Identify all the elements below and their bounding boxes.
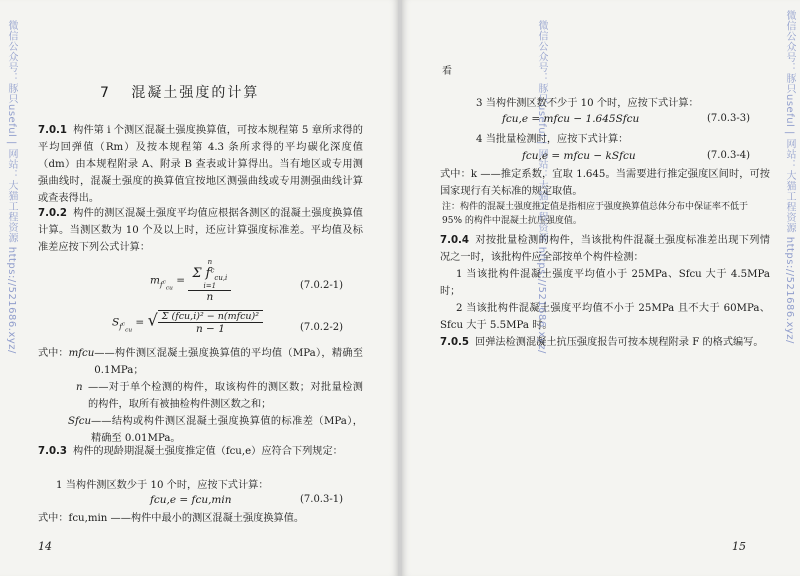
equation-number: (7.0.3-1) <box>300 494 343 505</box>
equation-number: (7.0.3-4) <box>707 150 750 161</box>
where-list: 式中： mfcu ——构件测区混凝土强度换算值的平均值（MPa），精确至 0.1MPa； n ——对于单个检测的构件，取该构件的测区数；对批量检测的构件，取所有被抽检构件测区数之和； Sfcu ——结构或构件测区混凝土强度换算值的标准差（MPa），精确至 0.01MPa。 <box>38 348 363 444</box>
page-number: 14 <box>38 540 52 553</box>
equation-7-0-3-4: fcu,e = mfcu − kSfcu <box>522 150 636 162</box>
condition-2: 2 当该批构件混凝土强度平均值不小于 25MPa 且不大于 60MPa、Sfcu 大于 5.5MPa 时。 <box>440 303 770 331</box>
equation-number: (7.0.3-3) <box>707 113 750 124</box>
corner-mark: 看 <box>442 66 452 77</box>
clause-7-0-1: 7.0.1 构件第 i 个测区混凝土强度换算值，可按本规程第 5 章所求得的平均回弹值（Rm）及按本规程第 4.3 条所求得的平均碳化深度值（dm）由本规程附录 A、附录 B 查表或计算得出。当有地区或专用测强曲线时，混凝土强度的换算值宜按地区测强曲线或专用测强曲线计算或查表得出。 <box>38 125 363 204</box>
equation-number: (7.0.2-2) <box>300 322 343 333</box>
where-3: 式中：fcu,min ——构件中最小的测区混凝土强度换算值。 <box>38 513 305 524</box>
clause-7-0-3: 7.0.3 构件的现龄期混凝土强度推定值（fcu,e）应符合下列规定： <box>38 446 343 457</box>
clause-7-0-5: 7.0.5 回弹法检测混凝土抗压强度报告可按本规程附录 F 的格式编写。 <box>440 337 764 348</box>
item-1: 1 当构件测区数少于 10 个时，应按下式计算： <box>56 480 269 491</box>
equation-7-0-3-1: fcu,e = fcu,min <box>150 494 232 506</box>
right-watermark-edge: 微信公众号：豚只useful | 网站：大猫工程资源 https://521686.xyz/ <box>784 10 795 344</box>
equation-number: (7.0.2-1) <box>300 280 343 291</box>
chapter-title-text: 混凝土强度的计算 <box>131 85 260 101</box>
chapter-title <box>100 82 320 102</box>
item-4: 4 当批量检测时，应按下式计算： <box>476 134 629 145</box>
page-number: 15 <box>732 540 746 553</box>
item-3: 3 当构件测区数不少于 10 个时，应按下式计算： <box>476 98 699 109</box>
equation-7-0-2-1: $m_{f^c_{cu}}$ = n Σ $f^c_{cu,i}$ i=1 n <box>150 258 231 303</box>
chapter-number: 7 <box>100 85 111 101</box>
right-watermark-center: 微信公众号：豚只useful | 网站：大猫工程资源 https://521686.xyz/ <box>536 20 547 354</box>
equation-7-0-2-2: $S_{f^c_{cu}}$ = √ $\frac{\text{Σ (fcu,i)² − n(mfcu)²}}{n - 1}$ <box>112 310 263 335</box>
where-5: 式中：k ——推定系数，宜取 1.645。当需要进行推定强度区间时，可按国家现行有关标准的规定取值。 <box>440 169 770 197</box>
clause-7-0-2: 7.0.2 构件的测区混凝土强度平均值应根据各测区的混凝土强度换算值计算。当测区数为 10 个及以上时，还应计算强度标准差。平均值及标准差应按下列公式计算： <box>38 208 363 253</box>
condition-1: 1 当该批构件混凝土强度平均值小于 25MPa、Sfcu 大于 4.5MPa 时； <box>440 269 770 297</box>
clause-7-0-4: 7.0.4 对按批量检测的构件，当该批构件混凝土强度标准差出现下列情况之一时，该批构件应全部按单个构件检测： <box>440 235 770 263</box>
left-watermark: 微信公众号：豚只useful | 网站：大猫工程资源 https://521686.xyz/ <box>6 20 17 354</box>
equation-7-0-3-3: fcu,e = mfcu − 1.645Sfcu <box>502 113 640 125</box>
left-page <box>0 0 398 576</box>
note: 注：构件的混凝土强度推定值是指相应于强度换算值总体分布中保证率不低于 95% 的构件中混凝土抗压强度值。 <box>442 202 749 226</box>
right-page <box>402 0 800 576</box>
